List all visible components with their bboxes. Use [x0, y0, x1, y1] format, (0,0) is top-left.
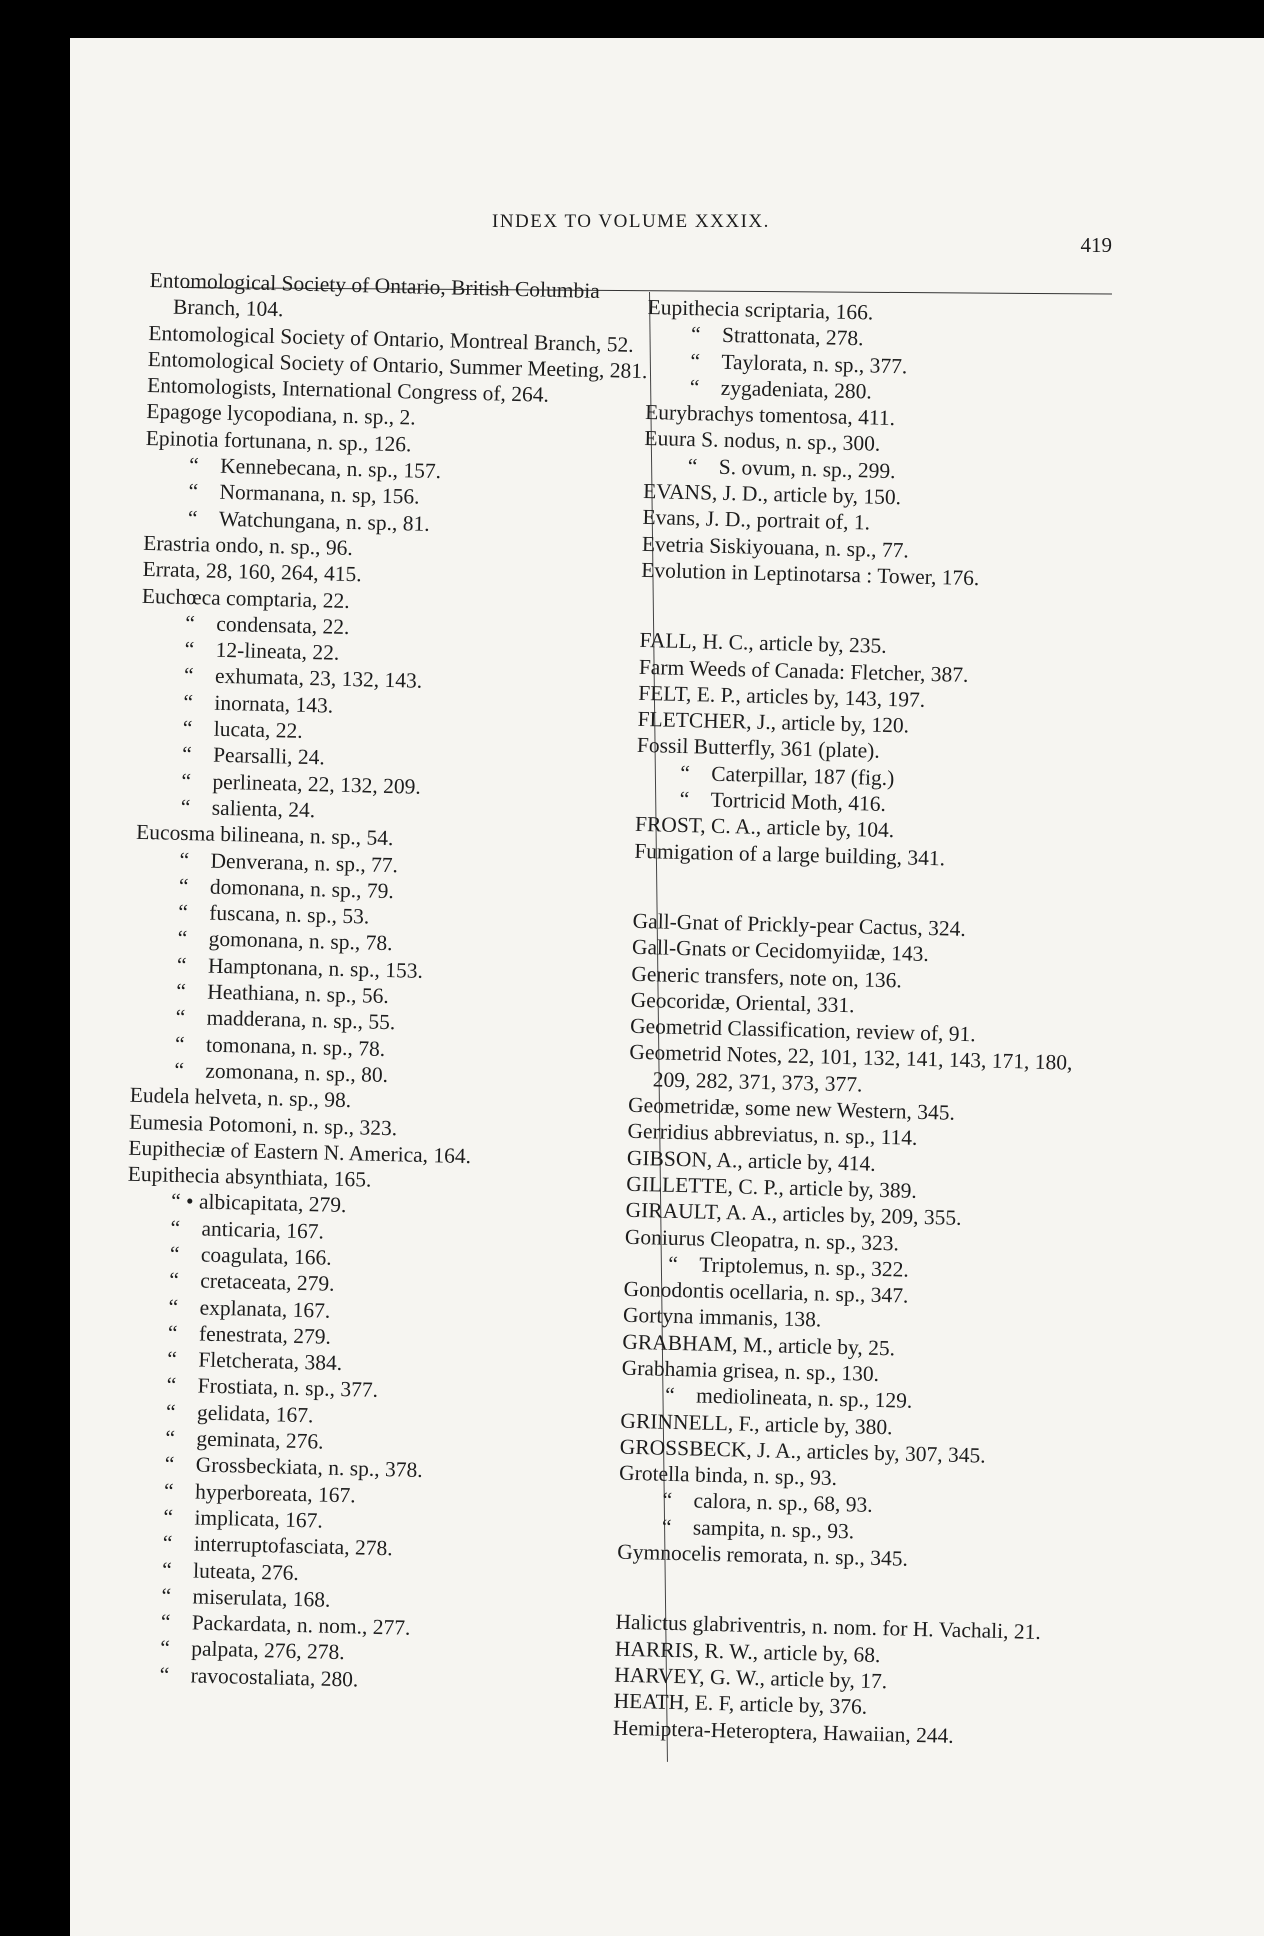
index-entry: Eupitheciæ of Eastern N. America, 164.: [128, 1135, 472, 1168]
index-entry: “ fenestrata, 279.: [167, 1320, 332, 1349]
index-entry: “ zygadeniata, 280.: [689, 374, 873, 404]
index-entry: Grotella binda, n. sp., 93.: [618, 1460, 838, 1491]
index-entry: Evolution in Leptinotarsa : Tower, 176.: [640, 557, 980, 591]
index-entry: Gymnocelis remorata, n. sp., 345.: [616, 1539, 909, 1571]
index-entry: Gerridius abbreviatus, n. sp., 114.: [627, 1119, 918, 1151]
index-entry: “ hyperboreata, 167.: [163, 1478, 356, 1508]
page-header: [152, 195, 1122, 255]
index-entry: Euchœca comptaria, 22.: [141, 583, 350, 613]
index-entry: “ lucata, 22.: [182, 715, 304, 743]
index-entry: “ mediolineata, n. sp., 129.: [664, 1383, 913, 1414]
index-entry: Epagoge lycopodiana, n. sp., 2.: [146, 399, 416, 431]
index-entry: “ implicata, 167.: [163, 1504, 324, 1533]
index-entry: “ Pearsalli, 24.: [181, 742, 326, 770]
index-entry: “ Triptolemus, n. sp., 322.: [668, 1251, 910, 1282]
index-entry: “ Fletcherata, 384.: [167, 1346, 343, 1376]
index-entry: “ coagulata, 166.: [169, 1241, 332, 1270]
index-entry: Geocoridæ, Oriental, 331.: [630, 987, 855, 1018]
index-entry: GRINNELL, F., article by, 380.: [620, 1408, 893, 1439]
index-entry: Geometrid Notes, 22, 101, 132, 141, 143, 171, 180, 209, 282, 371, 373, 377.: [629, 1040, 1073, 1097]
index-entry: “ explanata, 167.: [168, 1294, 331, 1323]
index-entry: “ perlineata, 22, 132, 209.: [181, 768, 422, 799]
index-entry: “ Caterpillar, 187 (fig.): [680, 760, 895, 790]
index-entry: FALL, H. C., article by, 235.: [639, 628, 887, 659]
index-entry: “ luteata, 276.: [161, 1557, 300, 1585]
index-entry: “ Strattonata, 278.: [690, 322, 864, 351]
index-entry: Halictus glabriventris, n. nom. for H. Vachali, 21.: [615, 1609, 1042, 1645]
index-entry: “ fuscana, n. sp., 53.: [177, 900, 370, 929]
index-entry: Geometridæ, some new Western, 345.: [627, 1092, 956, 1125]
index-entry: “ Denverana, n. sp., 77.: [179, 847, 399, 877]
index-entry: “ miserulata, 168.: [161, 1583, 331, 1612]
index-entry: “ 12-lineata, 22.: [184, 637, 340, 665]
page-number: 419: [1080, 233, 1112, 257]
running-head: INDEX TO VOLUME XXXIX.: [492, 211, 770, 232]
index-entry: “ Grossbeckiata, n. sp., 378.: [164, 1452, 423, 1483]
index-entry: “ S. ovum, n. sp., 299.: [687, 453, 896, 483]
index-entry: Gall-Gnat of Prickly-pear Cactus, 324.: [632, 908, 967, 941]
index-entry: “ Kennebecana, n. sp., 157.: [188, 453, 442, 484]
index-entry: Euura S. nodus, n. sp., 300.: [644, 426, 881, 457]
index-entry: FROST, C. A., article by, 104.: [634, 812, 895, 843]
index-entry: “ zomonana, n. sp., 80.: [174, 1057, 389, 1087]
index-entry: “ Normanana, n. sp, 156.: [188, 479, 420, 510]
index-entry: Fumigation of a large building, 341.: [634, 838, 946, 871]
index-entry: Evetria Siskiyouana, n. sp., 77.: [641, 531, 910, 563]
index-entry: “ Heathiana, n. sp., 56.: [176, 978, 390, 1009]
index-entry: Errata, 28, 160, 264, 415.: [142, 557, 362, 587]
index-entry: “ Taylorata, n. sp., 377.: [690, 348, 908, 378]
index-entry: “ tomonana, n. sp., 78.: [174, 1031, 386, 1061]
index-entry: Gall-Gnats or Cecidomyiidæ, 143.: [631, 935, 930, 967]
right-column: [613, 294, 1118, 1752]
index-entry: “ Hamptonana, n. sp., 153.: [176, 952, 424, 983]
index-entry: FELT, E. P., articles by, 143, 197.: [637, 680, 926, 712]
index-entry: HEATH, E. F, article by, 376.: [613, 1688, 868, 1720]
index-entry: HARVEY, G. W., article by, 17.: [613, 1662, 888, 1694]
index-entry: GIBSON, A., article by, 414.: [626, 1145, 876, 1176]
index-entry: GIRAULT, A. A., articles by, 209, 355.: [625, 1197, 962, 1231]
index-entry: Entomologists, International Congress of, 264.: [146, 373, 550, 407]
index-entry: Entomological Society of Ontario, British Columbia Branch, 104.: [149, 267, 601, 322]
index-entry: Erastria ondo, n. sp., 96.: [142, 530, 354, 561]
index-entry: Hemiptera-Heteroptera, Hawaiian, 244.: [612, 1715, 955, 1748]
index-entry: GROSSBECK, J. A., articles by, 307, 345.: [619, 1434, 986, 1468]
index-entry: “ madderana, n. sp., 55.: [175, 1005, 396, 1035]
index-entry: HARRIS, R. W., article by, 68.: [614, 1636, 881, 1667]
index-entry: Epinotia fortunana, n. sp., 126.: [145, 425, 412, 457]
index-entry: Fossil Butterfly, 361 (plate).: [636, 733, 881, 764]
index-entry: Entomological Society of Ontario, Montreal Branch, 52.: [148, 320, 634, 357]
index-entry: “ condensata, 22.: [185, 610, 350, 639]
index-entry: Farm Weeds of Canada: Fletcher, 387.: [638, 654, 969, 687]
index-entry: “ ravocostaliata, 280.: [159, 1662, 359, 1692]
index-entry: “ Frostiata, n. sp., 377.: [166, 1373, 379, 1403]
index-entry: Eurybrachys tomentosa, 411.: [644, 400, 896, 431]
index-entry: “ domonana, n. sp., 79.: [178, 873, 395, 903]
index-entry: “ palpata, 276, 278.: [159, 1636, 345, 1665]
index-entry: “ gomonana, n. sp., 78.: [177, 926, 393, 956]
index-entry: GRABHAM, M., article by, 25.: [622, 1329, 896, 1361]
index-entry: “ interruptofasciata, 278.: [162, 1530, 393, 1561]
index-entry: “ sampita, n. sp., 93.: [661, 1514, 855, 1544]
index-entry: Eucosma bilineana, n. sp., 54.: [135, 820, 394, 851]
index-entry: Goniurus Cleopatra, n. sp., 323.: [624, 1224, 900, 1255]
index-entry: Grabhamia grisea, n. sp., 130.: [621, 1355, 880, 1386]
index-entry: “ Tortricid Moth, 416.: [679, 786, 887, 817]
index-entry: GILLETTE, C. P., article by, 389.: [625, 1171, 918, 1203]
index-entry: Generic transfers, note on, 136.: [631, 961, 903, 992]
left-column: [115, 267, 650, 1699]
index-entry: FLETCHER, J., article by, 120.: [637, 707, 910, 738]
index-entry: “ geminata, 276.: [165, 1425, 324, 1454]
index-entry: “ calora, n. sp., 68, 93.: [662, 1488, 873, 1518]
index-entry: Eudela helveta, n. sp., 98.: [129, 1082, 352, 1113]
index-entry: Geometrid Classification, review of, 91.: [629, 1013, 977, 1047]
index-entry: Evans, J. D., portrait of, 1.: [642, 505, 871, 535]
index-entry: Eumesia Potomoni, n. sp., 323.: [128, 1109, 398, 1140]
index-entry: Eupithecia scriptaria, 166.: [647, 294, 874, 325]
index-entry: Eupithecia absynthiata, 165.: [127, 1161, 372, 1192]
index-entry: “ cretaceata, 279.: [168, 1268, 335, 1297]
index-entry: “ anticaria, 167.: [170, 1215, 325, 1244]
index-entry: “ Watchungana, n. sp., 81.: [187, 505, 430, 536]
index-entry: Gortyna immanis, 138.: [622, 1303, 822, 1332]
index-entry: “ inornata, 143.: [183, 689, 334, 718]
index-entry: EVANS, J. D., article by, 150.: [642, 479, 902, 510]
index-entry: “ exhumata, 23, 132, 143.: [183, 663, 423, 694]
index-entry: Entomological Society of Ontario, Summer Meeting, 281.: [147, 346, 648, 384]
index-entry: “ gelidata, 167.: [165, 1399, 314, 1428]
index-entry: Gonodontis ocellaria, n. sp., 347.: [623, 1276, 909, 1308]
index-entry: “ • albicapitata, 279.: [170, 1189, 347, 1218]
index-entry: “ Packardata, n. nom., 277.: [160, 1609, 411, 1640]
index-entry: “ salienta, 24.: [180, 794, 316, 823]
